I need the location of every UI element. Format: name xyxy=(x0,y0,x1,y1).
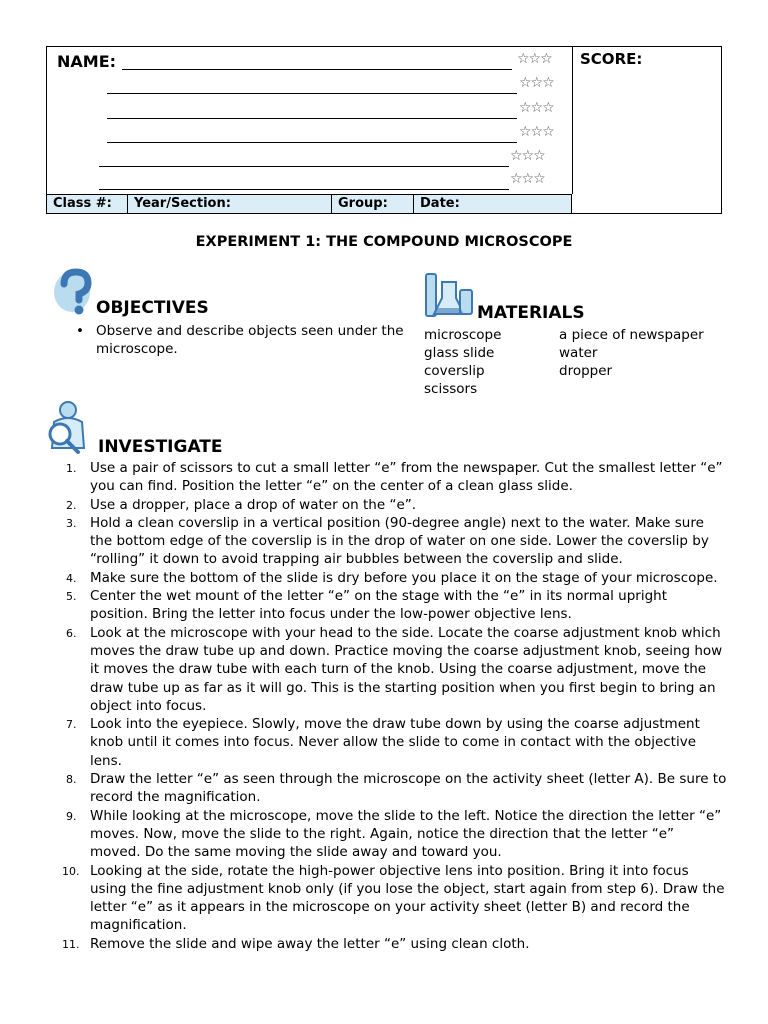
star-rating-1[interactable]: ☆☆☆ xyxy=(517,51,552,67)
investigate-heading: INVESTIGATE xyxy=(98,437,223,457)
star-rating-2[interactable]: ☆☆☆ xyxy=(519,75,554,91)
material-item: a piece of newspaper xyxy=(559,327,704,343)
score-label: SCORE: xyxy=(580,50,643,68)
step-item: 4. Make sure the bottom of the slide is dry before you place it on the stage of your microscope. xyxy=(66,569,718,586)
objective-item: Observe and describe objects seen under the microscope. xyxy=(96,323,404,357)
name-area xyxy=(47,47,573,194)
objectives-heading: OBJECTIVES xyxy=(96,298,209,318)
star-rating-6[interactable]: ☆☆☆ xyxy=(510,171,545,187)
star-rating-5[interactable]: ☆☆☆ xyxy=(510,148,545,164)
step-item: 11. Remove the slide and wipe away the letter “e” using clean cloth. xyxy=(62,935,530,952)
score-area[interactable] xyxy=(572,47,721,213)
step-item: 8. Draw the letter “e” as seen through the microscope on the activity sheet (letter A). Be sure to record the magnification. xyxy=(66,771,727,806)
material-item: water xyxy=(559,345,598,361)
materials-heading: MATERIALS xyxy=(477,303,585,323)
question-mark-icon xyxy=(50,266,98,316)
date-field[interactable]: Date: xyxy=(420,196,460,211)
name-line-1[interactable] xyxy=(122,69,512,70)
name-line-2[interactable] xyxy=(107,93,517,94)
bullet-icon: • xyxy=(76,323,84,339)
name-line-6[interactable] xyxy=(99,189,509,190)
material-item: coverslip xyxy=(424,363,485,379)
step-item: 6. Look at the microscope with your head to the side. Locate the coarse adjustment knob which moves the draw tube up and down. Practice moving the coarse adjustment knob, seeing how it moves the draw tube with each turn of the knob. Using the coarse adjustment, move the draw tube up as far as it will go. This is the starting position when you first begin to bring an object into focus. xyxy=(66,624,723,714)
year-section-field[interactable]: Year/Section: xyxy=(128,195,332,214)
step-item: 5. Center the wet mount of the letter “e” on the stage with the “e” in its normal upright position. Bring the letter into focus under the low-power objective lens. xyxy=(66,588,668,623)
materials-column-2 xyxy=(559,326,704,380)
name-line-3[interactable] xyxy=(107,118,517,119)
name-line-5[interactable] xyxy=(99,166,509,167)
student-info-box xyxy=(46,46,722,214)
beaker-icon xyxy=(424,268,476,320)
material-item: glass slide xyxy=(424,345,495,361)
star-rating-4[interactable]: ☆☆☆ xyxy=(519,124,554,140)
step-item: 9. While looking at the microscope, move the slide to the left. Notice the direction the letter “e” moves. Now, move the slide to the right. Again, notice the direction that the letter “e” moved. Do the same moving the slide away and toward you. xyxy=(66,807,722,861)
name-line-4[interactable] xyxy=(107,142,517,143)
class-number-field[interactable]: Class #: xyxy=(47,195,128,214)
step-item: 7. Look into the eyepiece. Slowly, move the draw tube down by using the coarse adjustment knob until it comes into focus. Never allow the slide to come in contact with the objective lens. xyxy=(66,716,700,769)
material-item: dropper xyxy=(559,363,613,379)
experiment-title: EXPERIMENT 1: THE COMPOUND MICROSCOPE xyxy=(195,234,573,250)
scientist-with-magnifier-icon xyxy=(42,398,100,456)
objectives-list xyxy=(76,322,406,358)
material-item: scissors xyxy=(424,381,478,397)
step-item: 10. Looking at the side, rotate the high-power objective lens into position. Bring it into focus using the fine adjustment knob only (if you lose the object, start again from step 6). Draw the letter “e” as it appears in the microscope on your activity sheet (letter B) and record the magnification. xyxy=(62,862,725,934)
group-field[interactable]: Group: xyxy=(332,195,414,214)
name-label: NAME: xyxy=(57,52,117,71)
info-row xyxy=(47,194,572,213)
procedure-steps xyxy=(58,459,728,953)
step-item: 3. Hold a clean coverslip in a vertical position (90-degree angle) next to the water. Make sure the bottom edge of the coverslip is in the drop of water on one side. Lower the coverslip by “rolling” it down to avoid trapping air bubbles between the coverslip and slide. xyxy=(66,514,709,568)
step-item: 1. Use a pair of scissors to cut a small letter “e” from the newspaper. Cut the smallest letter “e” you can find. Position the letter “e” on the center of a clean glass slide. xyxy=(66,460,723,495)
step-item: 2. Use a dropper, place a drop of water on the “e”. xyxy=(66,496,417,513)
materials-column-1 xyxy=(424,326,501,398)
material-item: microscope xyxy=(424,327,502,343)
star-rating-3[interactable]: ☆☆☆ xyxy=(519,100,554,116)
